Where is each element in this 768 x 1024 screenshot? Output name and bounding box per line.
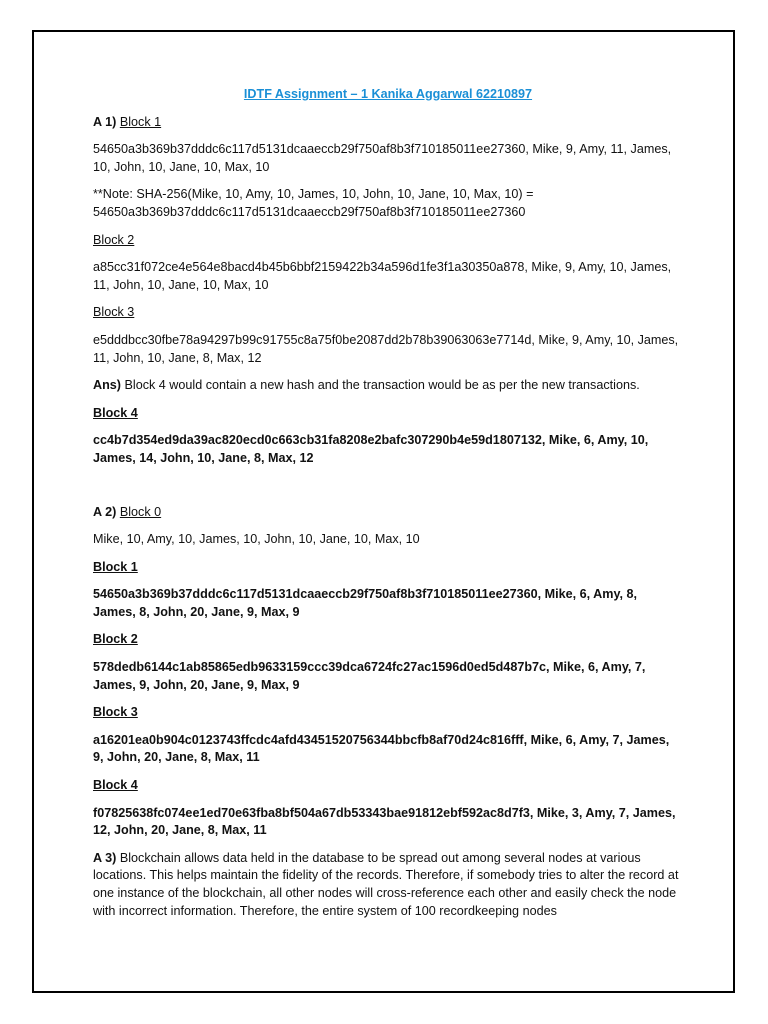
a1-ans-text: Block 4 would contain a new hash and the transaction would be as per the new transactions.: [121, 378, 640, 393]
document-body: [93, 86, 683, 930]
a2-block0-heading: Block 0: [119, 504, 162, 519]
a2-block0-text: Mike, 10, Amy, 10, James, 10, John, 10, Jane, 10, Max, 10: [93, 532, 420, 547]
document-title: IDTF Assignment – 1 Kanika Aggarwal 62210897: [243, 87, 533, 101]
a1-prefix: A 1): [93, 114, 117, 129]
a1-block4-heading: Block 4: [93, 405, 138, 420]
a2-block4-text: f07825638fc074ee1ed70e63fba8bf504a67db53343bae91812ebf592ac8d7f3, Mike, 3, Amy, 7, James, 12, John, 20, Jane, 8, Max, 11: [93, 805, 676, 838]
a1-heading: [93, 114, 683, 132]
a2-block1-text: 54650a3b369b37dddc6c117d5131dcaaeccb29f750af8b3f710185011ee27360, Mike, 6, Amy, 8, James, 8, John, 20, Jane, 9, Max, 9: [93, 587, 638, 619]
a1-note: **Note: SHA-256(Mike, 10, Amy, 10, James, 10, John, 10, Jane, 10, Max, 10) = 54650a3b369b37dddc6c117d5131dcaaeccb29f750af8b3f710185011ee27360: [93, 187, 534, 219]
a3-paragraph: [93, 850, 683, 920]
a2-block3-text: a16201ea0b904c0123743ffcdc4afd43451520756344bbcfb8af70d24c816fff, Mike, 6, Amy, 7, James, 9, John, 20, Jane, 8, Max, 11: [93, 732, 670, 765]
a1-answer: [93, 377, 683, 395]
a2-block2-text: 578dedb6144c1ab85865edb9633159ccc39dca6724fc27ac1596d0ed5d487b7c, Mike, 6, Amy, 7, James, 9, John, 20, Jane, 9, Max, 9: [93, 660, 646, 692]
a3-text: Blockchain allows data held in the database to be spread out among several nodes at various locations. This helps maintain the fidelity of the records. Therefore, if somebody tries to alter the record at one instance of the blockchain, all other nodes will cross-reference each other and easily check the node with incorrect information. Therefore, the entire system of 100 recordkeeping nodes: [93, 850, 679, 918]
a2-prefix: A 2): [93, 504, 117, 519]
a2-heading: [93, 504, 683, 522]
a1-block1-text: 54650a3b369b37dddc6c117d5131dcaaeccb29f750af8b3f710185011ee27360, Mike, 9, Amy, 11, James, 10, John, 10, Jane, 10, Max, 10: [93, 142, 672, 174]
a2-block1-heading: Block 1: [93, 559, 138, 574]
section-gap: [93, 478, 683, 504]
a2-block3-heading: Block 3: [93, 705, 138, 720]
a1-block2-heading: Block 2: [93, 232, 135, 247]
a1-ans-prefix: Ans): [93, 378, 121, 393]
a1-block1-heading: Block 1: [119, 114, 162, 129]
a1-block3-text: e5dddbcc30fbe78a94297b99c91755c8a75f0be2087dd2b78b39063063e7714d, Mike, 9, Amy, 10, James, 11, John, 10, Jane, 8, Max, 12: [93, 332, 679, 365]
a2-block2-heading: Block 2: [93, 632, 138, 647]
a3-prefix: A 3): [93, 850, 117, 865]
a1-block2-text: a85cc31f072ce4e564e8bacd4b45b6bbf2159422b34a596d1fe3f1a30350a878, Mike, 9, Amy, 10, James, 11, John, 10, Jane, 10, Max, 10: [93, 260, 672, 292]
a1-block4-text: cc4b7d354ed9da39ac820ecd0c663cb31fa8208e2bafc307290b4e59d1807132, Mike, 6, Amy, 10, James, 14, John, 10, Jane, 8, Max, 12: [93, 433, 649, 465]
a2-block4-heading: Block 4: [93, 778, 138, 793]
a1-block3-heading: Block 3: [93, 305, 135, 320]
